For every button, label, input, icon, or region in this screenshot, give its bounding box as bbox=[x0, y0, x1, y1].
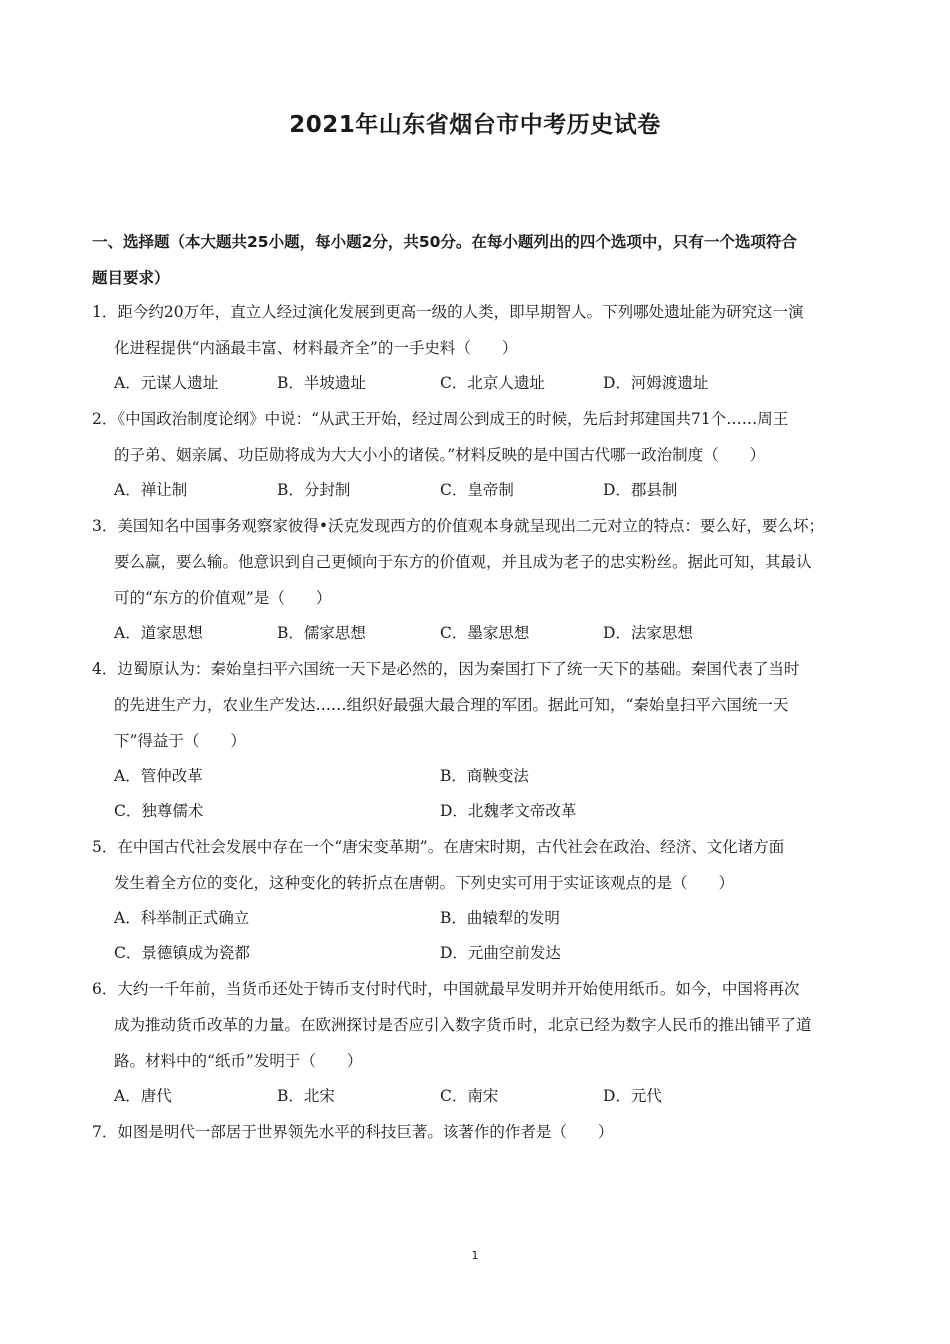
question-2 bbox=[92, 401, 882, 508]
section-heading bbox=[92, 224, 872, 296]
option-row bbox=[92, 366, 882, 401]
option-row bbox=[92, 901, 882, 936]
question-list bbox=[92, 294, 882, 1150]
option-d[interactable]: D．法家思想 bbox=[603, 624, 693, 642]
page-title: 2021年山东省烟台市中考历史试卷 bbox=[289, 112, 661, 138]
option-c[interactable]: C．景德镇成为瓷都 bbox=[114, 944, 250, 962]
option-a[interactable]: A．科举制正式确立 bbox=[114, 909, 250, 927]
section-heading-line-1: 一、选择题（本大题共25小题，每小题2分，共50分。在每小题列出的四个选项中，只有一个选项符合 bbox=[92, 233, 797, 251]
question-text-line: 发生着全方位的变化，这种变化的转折点在唐朝。下列史实可用于实证该观点的是（ ） bbox=[114, 874, 735, 892]
option-c[interactable]: C．北京人遗址 bbox=[440, 374, 545, 392]
question-text-line: 7．如图是明代一部居于世界领先水平的科技巨著。该著作的作者是（ ） bbox=[92, 1123, 614, 1141]
question-7 bbox=[92, 1114, 882, 1150]
option-a[interactable]: A．道家思想 bbox=[114, 624, 203, 642]
question-text-line: 要么赢，要么输。他意识到自己更倾向于东方的价值观，并且成为老子的忠实粉丝。据此可知，其最认 bbox=[114, 553, 812, 571]
option-d[interactable]: D．元代 bbox=[603, 1087, 662, 1105]
option-row bbox=[92, 794, 882, 829]
option-c[interactable]: C．墨家思想 bbox=[440, 624, 530, 642]
option-d[interactable]: D．北魏孝文帝改革 bbox=[440, 802, 577, 820]
option-b[interactable]: B．北宋 bbox=[277, 1087, 335, 1105]
option-b[interactable]: B．曲辕犁的发明 bbox=[440, 909, 560, 927]
option-row bbox=[92, 1079, 882, 1114]
option-c[interactable]: C．南宋 bbox=[440, 1087, 499, 1105]
option-d[interactable]: D．元曲空前发达 bbox=[440, 944, 561, 962]
option-c[interactable]: C．皇帝制 bbox=[440, 481, 514, 499]
option-b[interactable]: B．商鞅变法 bbox=[440, 767, 529, 785]
question-text-line: 成为推动货币改革的力量。在欧洲探讨是否应引入数字货币时，北京已经为数字人民币的推出铺平了道 bbox=[114, 1016, 812, 1034]
option-a[interactable]: A．管仲改革 bbox=[114, 767, 203, 785]
question-text-line: 的子弟、姻亲属、功臣勋将成为大大小小的诸侯。”材料反映的是中国古代哪一政治制度（ ） bbox=[114, 446, 766, 464]
question-text-line: 4．边蜀原认为：秦始皇扫平六国统一天下是必然的，因为秦国打下了统一天下的基础。秦国代表了当时 bbox=[92, 660, 800, 678]
option-row bbox=[92, 759, 882, 794]
page-number: 1 bbox=[471, 1249, 479, 1262]
option-d[interactable]: D．郡县制 bbox=[603, 481, 678, 499]
question-3 bbox=[92, 508, 882, 651]
question-text-line: 路。材料中的“纸币”发明于（ ） bbox=[114, 1052, 363, 1070]
question-text-line: 化进程提供“内涵最丰富、材料最齐全”的一手史料（ ） bbox=[114, 339, 518, 357]
option-row bbox=[92, 616, 882, 651]
question-text-line: 下”得益于（ ） bbox=[114, 732, 246, 750]
option-row bbox=[92, 936, 882, 971]
question-1 bbox=[92, 294, 882, 401]
question-text-line: 6．大约一千年前，当货币还处于铸币支付时代时，中国就最早发明并开始使用纸币。如今，中国将再次 bbox=[92, 980, 800, 998]
question-text-line: 2．《中国政治制度论纲》中说：“从武王开始，经过周公到成王的时候，先后封邦建国共71个……周王 bbox=[92, 410, 789, 428]
question-6 bbox=[92, 971, 882, 1114]
option-a[interactable]: A．禅让制 bbox=[114, 481, 188, 499]
question-text-line: 3．美国知名中国事务观察家彼得•沃克发现西方的价值观本身就呈现出二元对立的特点：要么好，要么坏； bbox=[92, 517, 825, 535]
question-text-line: 可的“东方的价值观”是（ ） bbox=[114, 589, 332, 607]
option-a[interactable]: A．元谋人遗址 bbox=[114, 374, 219, 392]
question-4 bbox=[92, 651, 882, 829]
option-row bbox=[92, 473, 882, 508]
question-text-line: 5．在中国古代社会发展中存在一个“唐宋变革期”。在唐宋时期，古代社会在政治、经济、文化诸方面 bbox=[92, 838, 785, 856]
option-b[interactable]: B．分封制 bbox=[277, 481, 351, 499]
option-a[interactable]: A．唐代 bbox=[114, 1087, 172, 1105]
option-b[interactable]: B．儒家思想 bbox=[277, 624, 366, 642]
question-text-line: 的先进生产力，农业生产发达……组织好最强大最合理的军团。据此可知，“秦始皇扫平六国统一天 bbox=[114, 696, 789, 714]
section-heading-line-2: 题目要求） bbox=[92, 269, 170, 287]
question-text-line: 1．距今约20万年，直立人经过演化发展到更高一级的人类，即早期智人。下列哪处遗址能为研究这一演 bbox=[92, 303, 804, 321]
option-c[interactable]: C．独尊儒术 bbox=[114, 802, 204, 820]
option-b[interactable]: B．半坡遗址 bbox=[277, 374, 366, 392]
option-d[interactable]: D．河姆渡遗址 bbox=[603, 374, 709, 392]
question-5 bbox=[92, 829, 882, 971]
